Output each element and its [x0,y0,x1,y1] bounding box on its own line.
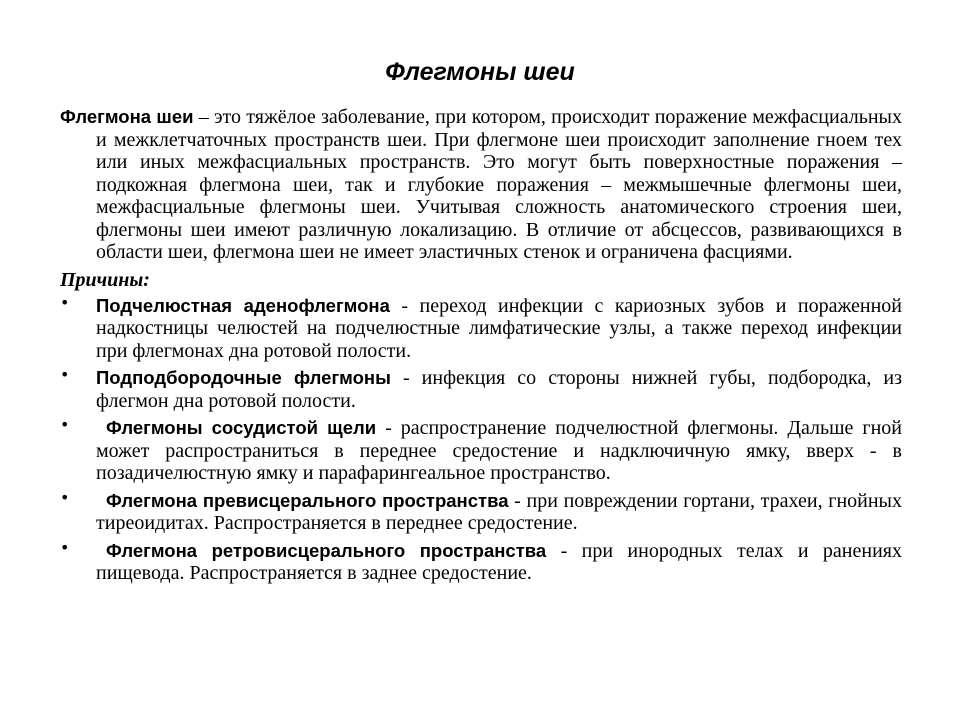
bullet-icon: • [60,537,70,557]
causes-heading: Причины: [60,268,150,291]
bullet-icon: • [60,487,70,507]
cause-text: - инфекция со стороны нижней губы, подбородка, из флегмон дна ротовой полости. [96,367,902,412]
cause-text: - переход инфекции с кариозных зубов и пораженной надкостницы челюстей на подчелюстные лимфатические узлы, а также переход инфекции при флегмонах дна ротовой полости. [96,294,902,362]
bullet-icon: • [60,292,70,312]
cause-term: Подподбородочные флегмоны [96,367,391,388]
list-item [60,537,902,585]
intro-term: Флегмона шеи [60,106,194,127]
cause-text: - распространение подчелюстной флегмоны. Дальше гной может распространиться в переднее средостение и надключичную ямку, вверх - в позадичелюстную ямку и парафарингеальное пространство. [96,417,902,484]
list-item [60,292,902,363]
list-item [60,417,902,485]
cause-term: Флегмона ретровисцерального пространства [106,539,547,561]
intro-text: – это тяжёлое заболевание, при котором, происходит поражение межфасциальных и межклетчаточных пространств шеи. При флегмоне шеи происходит заполнение гноем тех или иных межфасциальных пространств. Это могут быть поверхностные поражения – подкожная флегмона шеи, так и глубокие поражения – межмышечные флегмоны шеи, межфасциальные флегмоны шеи. Учитывая сложность анатомического строения шеи, флегмоны шеи имеют различную локализацию. В отличие от абсцессов, развивающихся в области шеи, флегмона шеи не имеет эластичных стенок и ограничена фасциями. [96,106,902,263]
cause-term: Флегмона превисцерального пространства [106,489,509,511]
cause-term: Подчелюстная аденофлегмона [96,294,390,316]
bullet-icon: • [60,365,70,384]
slide-title: Флегмоны шеи [385,58,575,86]
slide-content [60,106,902,585]
list-item [60,487,902,535]
causes-list [60,292,902,585]
cause-text: - при повреждении гортани, трахеи, гнойных тиреоидитах. Распространяется в переднее средостение. [96,489,902,534]
cause-text: - при инородных телах и ранениях пищевода. Распространяется в заднее средостение. [96,539,902,584]
cause-term: Флегмоны сосудистой щели [106,417,377,438]
bullet-icon: • [60,415,70,434]
intro-paragraph [60,106,902,264]
list-item [60,367,902,412]
